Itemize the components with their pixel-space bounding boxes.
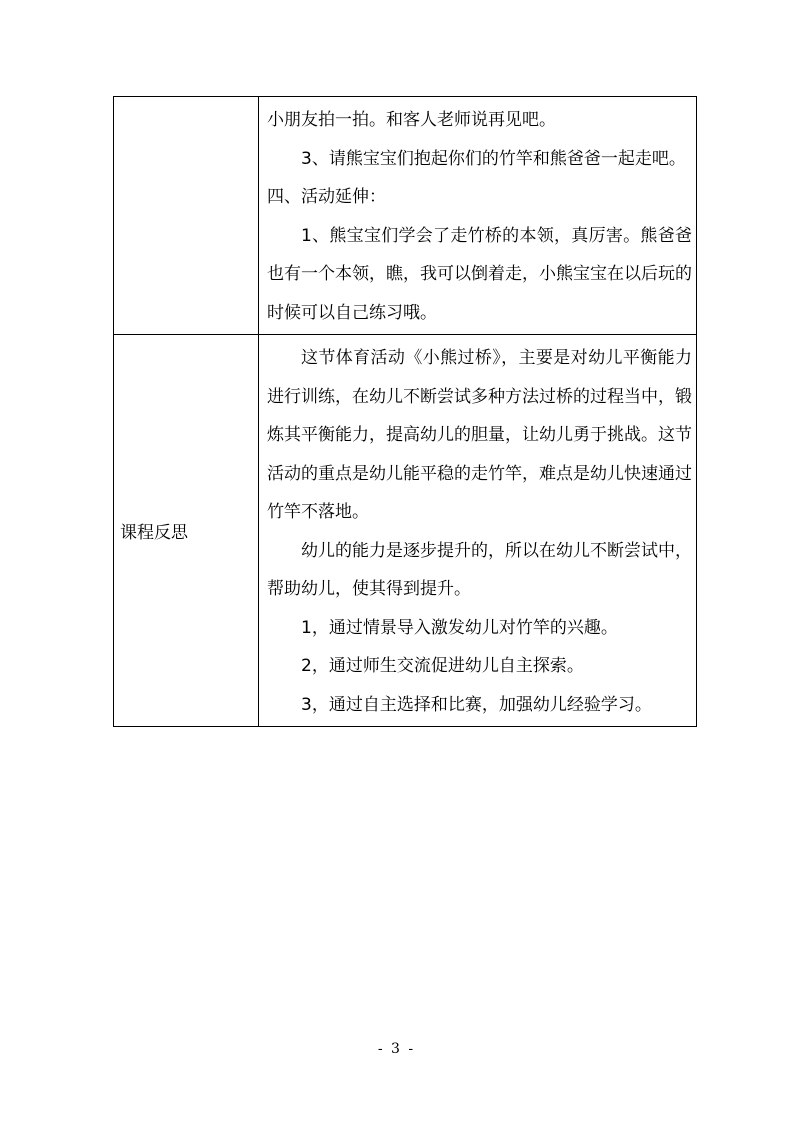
list-item: 2，通过师生交流促进幼儿自主探索。: [301, 656, 584, 676]
page-number: - 3 -: [377, 1041, 416, 1057]
paragraph: 小朋友拍一拍。和客人老师说再见吧。: [267, 110, 556, 130]
lesson-plan-table: [113, 96, 697, 727]
row-content-cell: [259, 97, 697, 335]
table-row: [114, 97, 697, 335]
row-label-cell: [114, 97, 259, 335]
paragraph: 3、请熊宝宝们抱起你们的竹竿和熊爸爸一起走吧。: [301, 148, 686, 169]
list-item: 1，通过情景导入激发幼儿对竹竿的兴趣。: [301, 617, 618, 638]
paragraph: 1、熊宝宝们学会了走竹桥的本领，真厉害。熊爸爸也有一个本领，瞧，我可以倒着走，小熊宝宝在以后玩的时候可以自己练习哦。: [267, 225, 692, 323]
row-content-cell: [259, 335, 697, 727]
paragraph: 这节体育活动《小熊过桥》，主要是对幼儿平衡能力进行训练，在幼儿不断尝试多种方法过桥的过程当中，锻炼其平衡能力，提高幼儿的胆量，让幼儿勇于挑战。这节活动的重点是幼儿能平稳的走竹竿，难点是幼儿快速通过竹竿不落地。: [267, 348, 692, 522]
row-label-reflection: 课程反思: [114, 335, 259, 727]
paragraph: 幼儿的能力是逐步提升的，所以在幼儿不断尝试中，帮助幼儿，使其得到提升。: [267, 540, 692, 599]
list-item: 3，通过自主选择和比赛，加强幼儿经验学习。: [301, 694, 652, 715]
table-row: [114, 335, 697, 727]
section-heading: 四、活动延伸：: [267, 187, 386, 207]
